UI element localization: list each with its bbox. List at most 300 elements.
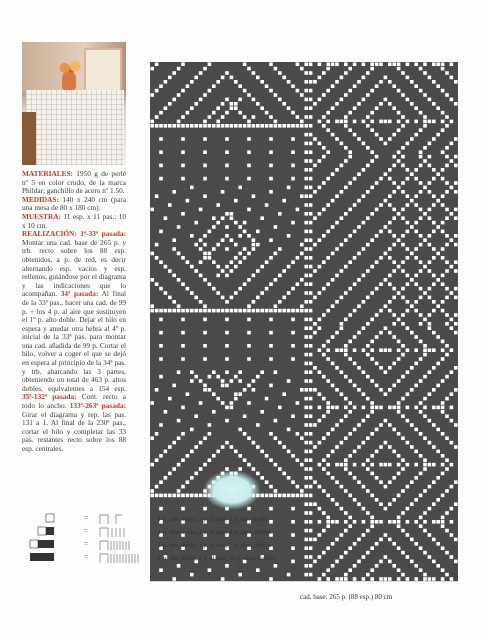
grid-open-cell xyxy=(419,516,423,520)
grid-open-cell xyxy=(172,384,176,388)
grid-open-cell xyxy=(414,120,418,124)
grid-open-cell xyxy=(441,89,445,93)
grid-open-cell xyxy=(344,212,348,216)
grid-open-cell xyxy=(326,128,330,132)
grid-open-cell xyxy=(370,291,374,295)
grid-open-cell xyxy=(419,181,423,185)
grid-open-cell xyxy=(406,203,410,207)
grid-open-cell xyxy=(326,256,330,260)
grid-open-cell xyxy=(230,76,234,80)
grid-open-cell xyxy=(445,71,449,75)
grid-open-cell xyxy=(194,375,198,379)
grid-open-cell xyxy=(322,344,326,348)
grid-open-cell xyxy=(335,102,339,106)
grid-open-cell xyxy=(177,67,181,71)
legend xyxy=(28,508,288,578)
grid-open-cell xyxy=(168,269,172,273)
grid-open-cell xyxy=(159,480,163,484)
grid-open-cell xyxy=(340,142,344,146)
grid-open-cell xyxy=(340,190,344,194)
grid-open-cell xyxy=(370,111,374,115)
grid-open-cell xyxy=(172,467,176,471)
grid-open-cell xyxy=(318,265,322,269)
grid-open-cell xyxy=(388,221,392,225)
grid-open-cell xyxy=(414,542,418,546)
grid-open-cell xyxy=(419,432,423,436)
grid-open-cell xyxy=(432,388,436,392)
grid-open-cell xyxy=(335,423,339,427)
grid-open-cell xyxy=(445,208,449,212)
grid-open-cell xyxy=(318,318,322,322)
grid-open-cell xyxy=(388,194,392,198)
grid-open-cell xyxy=(392,243,396,247)
grid-open-cell xyxy=(406,168,410,172)
grid-open-cell xyxy=(212,454,216,458)
grid-open-cell xyxy=(212,84,216,88)
grid-open-cell xyxy=(340,76,344,80)
grid-open-cell xyxy=(309,71,313,75)
grid-open-cell xyxy=(441,230,445,234)
grid-open-cell xyxy=(155,62,159,66)
grid-open-cell xyxy=(225,150,229,154)
grid-open-cell xyxy=(441,406,445,410)
grid-open-cell xyxy=(379,230,383,234)
grid-open-cell xyxy=(221,115,225,119)
legend-eq: = xyxy=(84,514,88,522)
grid-open-cell xyxy=(353,84,357,88)
grid-open-cell xyxy=(252,467,256,471)
grid-open-cell xyxy=(304,142,308,146)
grid-open-cell xyxy=(287,124,291,128)
grid-open-cell xyxy=(291,494,295,498)
grid-open-cell xyxy=(247,93,251,97)
grid-open-cell xyxy=(423,93,427,97)
grid-open-cell xyxy=(397,62,401,66)
grid-open-cell xyxy=(432,480,436,484)
grid-open-cell xyxy=(304,414,308,418)
grid-open-cell xyxy=(441,256,445,260)
grid-open-cell xyxy=(335,538,339,542)
grid-open-cell xyxy=(432,230,436,234)
grid-open-cell xyxy=(432,282,436,286)
grid-open-cell xyxy=(406,406,410,410)
grid-open-cell xyxy=(384,419,388,423)
grid-open-cell xyxy=(344,520,348,524)
grid-open-cell xyxy=(203,243,207,247)
grid-open-cell xyxy=(392,234,396,238)
grid-open-cell xyxy=(274,463,278,467)
grid-open-cell xyxy=(313,445,317,449)
grid-open-cell xyxy=(291,546,295,550)
grid-open-cell xyxy=(247,401,251,405)
grid-open-cell xyxy=(335,120,339,124)
grid-open-cell xyxy=(362,370,366,374)
grid-open-cell xyxy=(445,551,449,555)
grid-open-cell xyxy=(322,146,326,150)
grid-open-cell xyxy=(309,362,313,366)
grid-open-cell xyxy=(313,243,317,247)
grid-open-cell xyxy=(432,406,436,410)
grid-open-cell xyxy=(243,62,247,66)
grid-open-cell xyxy=(269,115,273,119)
grid-open-cell xyxy=(291,344,295,348)
grid-open-cell xyxy=(313,269,317,273)
grid-open-cell xyxy=(379,366,383,370)
grid-open-cell xyxy=(265,203,269,207)
grid-open-cell xyxy=(414,282,418,286)
grid-open-cell xyxy=(203,93,207,97)
grid-open-cell xyxy=(401,458,405,462)
grid-open-cell xyxy=(406,300,410,304)
grid-open-cell xyxy=(344,573,348,577)
grid-open-cell xyxy=(225,419,229,423)
grid-open-cell xyxy=(375,62,379,66)
grid-open-cell xyxy=(397,401,401,405)
grid-open-cell xyxy=(441,516,445,520)
grid-open-cell xyxy=(410,560,414,564)
grid-open-cell xyxy=(436,62,440,66)
grid-open-cell xyxy=(164,494,168,498)
grid-open-cell xyxy=(406,485,410,489)
grid-open-cell xyxy=(344,318,348,322)
grid-open-cell xyxy=(348,260,352,264)
grid-open-cell xyxy=(414,498,418,502)
grid-open-cell xyxy=(181,62,185,66)
grid-open-cell xyxy=(419,260,423,264)
grid-open-cell xyxy=(357,172,361,176)
grid-open-cell xyxy=(454,287,458,291)
grid-open-cell xyxy=(344,436,348,440)
grid-open-cell xyxy=(432,309,436,313)
grid-open-cell xyxy=(304,467,308,471)
grid-open-cell xyxy=(278,309,282,313)
base-chain-label: cad. base: 265 p. (88 esp.) 80 cm xyxy=(300,593,393,601)
grid-open-cell xyxy=(309,353,313,357)
grid-open-cell xyxy=(181,318,185,322)
grid-open-cell xyxy=(322,353,326,357)
grid-open-cell xyxy=(304,432,308,436)
grid-open-cell xyxy=(366,414,370,418)
grid-open-cell xyxy=(335,388,339,392)
grid-open-cell xyxy=(150,124,154,128)
grid-open-cell xyxy=(406,555,410,559)
grid-open-cell xyxy=(159,150,163,154)
grid-open-cell xyxy=(414,450,418,454)
grid-open-cell xyxy=(441,62,445,66)
grid-open-cell xyxy=(247,67,251,71)
grid-open-cell xyxy=(414,230,418,234)
grid-open-cell xyxy=(384,507,388,511)
grid-open-cell xyxy=(397,568,401,572)
grid-open-cell xyxy=(335,300,339,304)
grid-open-cell xyxy=(318,520,322,524)
grid-open-cell xyxy=(392,322,396,326)
grid-open-cell xyxy=(357,388,361,392)
grid-open-cell xyxy=(318,406,322,410)
grid-open-cell xyxy=(216,274,220,278)
grid-open-cell xyxy=(212,124,216,128)
grid-open-cell xyxy=(441,111,445,115)
grid-open-cell xyxy=(414,476,418,480)
legend-eq: = xyxy=(84,527,88,535)
grid-open-cell xyxy=(370,89,374,93)
grid-open-cell xyxy=(441,128,445,132)
grid-open-cell xyxy=(414,300,418,304)
grid-open-cell xyxy=(401,397,405,401)
grid-open-cell xyxy=(234,309,238,313)
grid-open-cell xyxy=(401,467,405,471)
grid-open-cell xyxy=(309,494,313,498)
grid-open-cell xyxy=(454,181,458,185)
grid-open-cell xyxy=(282,309,286,313)
grid-open-cell xyxy=(309,142,313,146)
grid-open-cell xyxy=(401,551,405,555)
grid-open-cell xyxy=(379,203,383,207)
grid-open-cell xyxy=(419,524,423,528)
grid-open-cell xyxy=(428,234,432,238)
grid-open-cell xyxy=(366,375,370,379)
grid-open-cell xyxy=(194,445,198,449)
grid-open-cell xyxy=(414,520,418,524)
grid-open-cell xyxy=(406,282,410,286)
grid-open-cell xyxy=(291,137,295,141)
grid-open-cell xyxy=(397,379,401,383)
grid-open-cell xyxy=(291,318,295,322)
grid-open-cell xyxy=(304,546,308,550)
grid-open-cell xyxy=(296,124,300,128)
grid-open-cell xyxy=(454,502,458,506)
grid-open-cell xyxy=(234,375,238,379)
grid-open-cell xyxy=(203,318,207,322)
grid-open-cell xyxy=(230,445,234,449)
medidas-heading: MEDIDAS: xyxy=(22,194,59,204)
grid-open-cell xyxy=(384,485,388,489)
grid-open-cell xyxy=(357,560,361,564)
grid-open-cell xyxy=(370,520,374,524)
grid-open-cell xyxy=(221,216,225,220)
grid-open-cell xyxy=(172,300,176,304)
grid-open-cell xyxy=(155,243,159,247)
grid-open-cell xyxy=(379,80,383,84)
photo-vase xyxy=(62,72,76,90)
grid-open-cell xyxy=(326,577,330,581)
grid-open-cell xyxy=(208,230,212,234)
grid-open-cell xyxy=(216,203,220,207)
grid-open-cell xyxy=(348,379,352,383)
grid-open-cell xyxy=(326,230,330,234)
grid-open-cell xyxy=(287,291,291,295)
grid-open-cell xyxy=(269,124,273,128)
grid-open-cell xyxy=(326,348,330,352)
grid-open-cell xyxy=(296,62,300,66)
grid-open-cell xyxy=(344,115,348,119)
grid-open-cell xyxy=(155,388,159,392)
grid-open-cell xyxy=(423,238,427,242)
grid-open-cell xyxy=(392,476,396,480)
grid-open-cell xyxy=(362,247,366,251)
grid-open-cell xyxy=(414,203,418,207)
grid-open-cell xyxy=(322,573,326,577)
grid-open-cell xyxy=(366,511,370,515)
grid-open-cell xyxy=(406,230,410,234)
realizacion-heading: REALIZACIÓN: 1ª-33ª pasada: xyxy=(22,229,126,239)
grid-open-cell xyxy=(230,102,234,106)
grid-open-cell xyxy=(186,287,190,291)
grid-open-cell xyxy=(397,111,401,115)
grid-open-cell xyxy=(362,76,366,80)
grid-open-cell xyxy=(340,533,344,537)
grid-open-cell xyxy=(172,190,176,194)
grid-open-cell xyxy=(269,137,273,141)
grid-open-cell xyxy=(353,564,357,568)
grid-open-cell xyxy=(406,221,410,225)
grid-open-cell xyxy=(344,551,348,555)
grid-open-cell xyxy=(300,489,304,493)
grid-open-cell xyxy=(401,511,405,515)
grid-open-cell xyxy=(243,432,247,436)
grid-open-cell xyxy=(177,93,181,97)
grid-open-cell xyxy=(278,300,282,304)
grid-open-cell xyxy=(256,423,260,427)
grid-open-cell xyxy=(366,458,370,462)
grid-open-cell xyxy=(366,529,370,533)
grid-open-cell xyxy=(313,388,317,392)
grid-open-cell xyxy=(247,124,251,128)
grid-open-cell xyxy=(164,124,168,128)
legend-text: 1 p. alto doble, 2 p. al aire, 7 p. altos dobles xyxy=(158,542,272,549)
grid-open-cell xyxy=(353,406,357,410)
grid-open-cell xyxy=(282,296,286,300)
grid-open-cell xyxy=(322,529,326,533)
grid-open-cell xyxy=(331,564,335,568)
grid-open-cell xyxy=(348,357,352,361)
grid-open-cell xyxy=(274,494,278,498)
grid-open-cell xyxy=(269,282,273,286)
grid-open-cell xyxy=(181,177,185,181)
grid-open-cell xyxy=(326,432,330,436)
grid-open-cell xyxy=(256,445,260,449)
grid-open-cell xyxy=(265,494,269,498)
grid-open-cell xyxy=(150,309,154,313)
grid-open-cell xyxy=(436,335,440,339)
grid-open-cell xyxy=(247,463,251,467)
grid-open-cell xyxy=(194,494,198,498)
grid-open-cell xyxy=(401,489,405,493)
grid-open-cell xyxy=(225,177,229,181)
grid-open-cell xyxy=(432,538,436,542)
grid-open-cell xyxy=(322,181,326,185)
grid-open-cell xyxy=(379,256,383,260)
materiales-body: 1950 g de perlé nº 5 en color crudo, de la marca Phildar; ganchillo de acero nº 1.50. xyxy=(22,169,127,196)
grid-open-cell xyxy=(238,392,242,396)
grid-open-cell xyxy=(428,98,432,102)
grid-open-cell xyxy=(243,282,247,286)
grid-open-cell xyxy=(432,80,436,84)
grid-open-cell xyxy=(384,441,388,445)
grid-open-cell xyxy=(445,216,449,220)
grid-open-cell xyxy=(221,238,225,242)
grid-open-cell xyxy=(265,397,269,401)
grid-open-cell xyxy=(309,194,313,198)
grid-open-cell xyxy=(388,309,392,313)
grid-open-cell xyxy=(335,62,339,66)
grid-open-cell xyxy=(274,278,278,282)
grid-open-cell xyxy=(269,357,273,361)
grid-open-cell xyxy=(291,164,295,168)
grid-open-cell xyxy=(230,269,234,273)
grid-open-cell xyxy=(318,555,322,559)
grid-open-cell xyxy=(414,177,418,181)
grid-open-cell xyxy=(379,445,383,449)
grid-open-cell xyxy=(362,326,366,330)
grid-open-cell xyxy=(344,124,348,128)
grid-open-cell xyxy=(269,458,273,462)
grid-open-cell xyxy=(225,370,229,374)
grid-open-cell xyxy=(414,84,418,88)
grid-open-cell xyxy=(370,406,374,410)
grid-open-cell xyxy=(322,260,326,264)
grid-open-cell xyxy=(406,247,410,251)
grid-open-cell xyxy=(450,62,454,66)
grid-open-cell xyxy=(225,234,229,238)
grid-open-cell xyxy=(318,291,322,295)
grid-open-cell xyxy=(296,89,300,93)
grid-open-cell xyxy=(300,463,304,467)
grid-open-cell xyxy=(304,291,308,295)
grid-open-cell xyxy=(234,392,238,396)
grid-open-cell xyxy=(335,445,339,449)
grid-open-cell xyxy=(450,441,454,445)
grid-open-cell xyxy=(203,252,207,256)
grid-open-cell xyxy=(243,221,247,225)
grid-open-cell xyxy=(274,93,278,97)
grid-open-cell xyxy=(159,84,163,88)
grid-open-cell xyxy=(309,274,313,278)
grid-open-cell xyxy=(362,348,366,352)
grid-open-cell xyxy=(406,326,410,330)
grid-open-cell xyxy=(252,243,256,247)
grid-open-cell xyxy=(282,445,286,449)
grid-open-cell xyxy=(190,291,194,295)
grid-open-cell xyxy=(155,124,159,128)
grid-open-cell xyxy=(291,221,295,225)
grid-open-cell xyxy=(454,366,458,370)
grid-open-cell xyxy=(348,150,352,154)
grid-open-cell xyxy=(406,370,410,374)
grid-open-cell xyxy=(313,331,317,335)
grid-open-cell xyxy=(362,520,366,524)
grid-open-cell xyxy=(168,102,172,106)
grid-open-cell xyxy=(331,476,335,480)
grid-open-cell xyxy=(419,128,423,132)
grid-open-cell xyxy=(348,472,352,476)
grid-open-cell xyxy=(304,397,308,401)
grid-open-cell xyxy=(265,111,269,115)
grid-open-cell xyxy=(340,555,344,559)
grid-open-cell xyxy=(392,62,396,66)
grid-open-cell xyxy=(366,322,370,326)
grid-open-cell xyxy=(445,181,449,185)
grid-open-cell xyxy=(348,516,352,520)
grid-open-cell xyxy=(419,155,423,159)
grid-open-cell xyxy=(379,480,383,484)
grid-open-cell xyxy=(155,115,159,119)
grid-open-cell xyxy=(388,256,392,260)
grid-open-cell xyxy=(304,423,308,427)
grid-open-cell xyxy=(252,274,256,278)
grid-open-cell xyxy=(375,476,379,480)
chart-grid xyxy=(150,62,460,582)
